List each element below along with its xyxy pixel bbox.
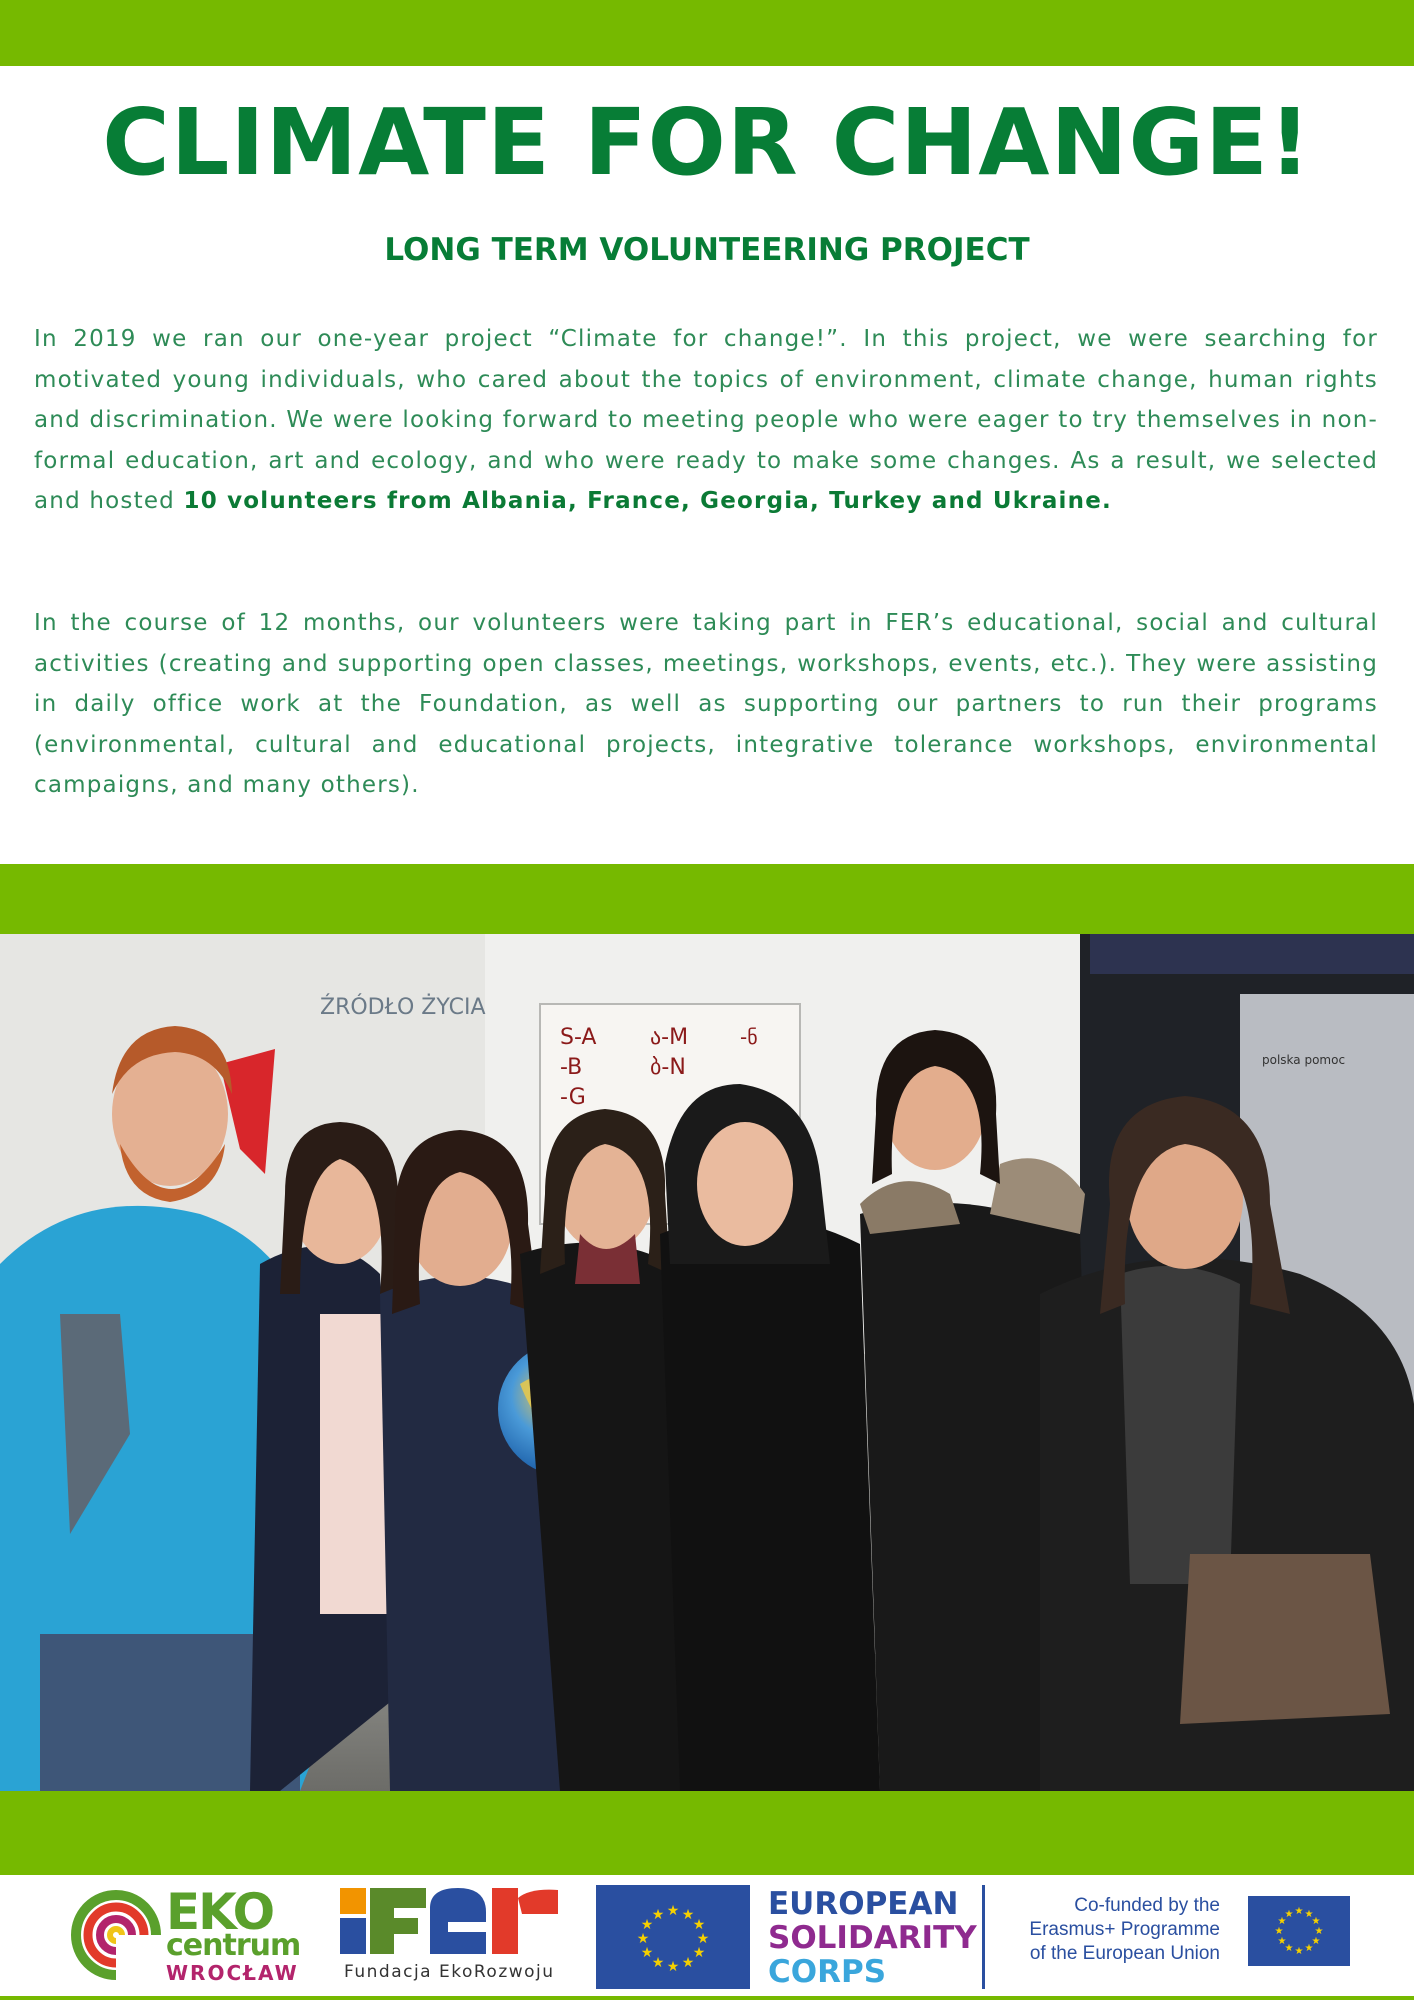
svg-text:★: ★ — [1284, 1909, 1294, 1920]
intro-text: In 2019 we ran our one-year project “Climate for change!”. In this project, we were searching for motivated young individuals, who cared about the topics of environment, climate change, human rights and discrimination. We were looking forward to meeting people who were eager to try themselves in non-formal education, art and ecology, and who were ready to make some changes. As a result, we selected and hosted — [34, 326, 1378, 515]
eko-line3: WROCŁAW — [166, 1961, 299, 1985]
svg-text:★: ★ — [1304, 1909, 1314, 1920]
esc-divider — [982, 1885, 985, 1989]
svg-text:-ნ: -ნ — [740, 1025, 758, 1049]
erasmus-line1: Co-funded by the — [1074, 1895, 1220, 1916]
svg-text:★: ★ — [636, 1931, 650, 1947]
footer-green-line — [0, 1996, 1414, 2000]
intro-paragraph — [34, 319, 1378, 522]
erasmus-cofunded-logo — [1010, 1894, 1355, 1974]
erasmus-line3: of the European Union — [1029, 1943, 1220, 1964]
eu-flag-icon — [596, 1885, 750, 1989]
middle-green-band — [0, 864, 1414, 934]
ekocentrum-logo — [66, 1885, 302, 1985]
banner-text: ŹRÓDŁO ŻYCIA — [320, 995, 486, 1020]
svg-text:ბ-N: ბ-N — [650, 1055, 686, 1080]
fer-logo — [340, 1888, 560, 1986]
svg-text:★: ★ — [1274, 1926, 1284, 1937]
european-solidarity-corps-logo — [596, 1885, 986, 1989]
eko-line2: centrum — [166, 1928, 301, 1963]
svg-text:★: ★ — [1294, 1906, 1304, 1917]
intro-highlight: 10 volunteers from Albania, France, Georgia, Turkey and Ukraine. — [183, 488, 1112, 515]
svg-text:★: ★ — [692, 1917, 706, 1933]
svg-text:★: ★ — [640, 1917, 654, 1933]
sign-text: polska pomoc — [1262, 1053, 1346, 1067]
svg-text:★: ★ — [651, 1907, 665, 1923]
top-green-band — [0, 0, 1414, 66]
svg-text:-G: -G — [560, 1085, 586, 1110]
page-title: CLIMATE FOR CHANGE! — [102, 89, 1312, 196]
svg-text:-B: -B — [560, 1055, 583, 1080]
svg-text:★: ★ — [1311, 1936, 1321, 1947]
svg-text:★: ★ — [1284, 1943, 1294, 1954]
svg-text:★: ★ — [696, 1931, 710, 1947]
activities-paragraph: In the course of 12 months, our volunteers were taking part in FER’s educational, social and cultural activities (creating and supporting open classes, meetings, workshops, events, etc.). They were assisting in daily office work at the Foundation, as well as supporting our partners to run their programs (environmental, cultural and educational projects, integrative tolerance workshops, environmental campaigns, and many others). — [34, 610, 1378, 799]
svg-text:★: ★ — [692, 1945, 706, 1961]
svg-text:★: ★ — [666, 1959, 680, 1975]
esc-line1: EUROPEAN — [768, 1886, 959, 1922]
svg-text:★: ★ — [1311, 1916, 1321, 1927]
page-subtitle: LONG TERM VOLUNTEERING PROJECT — [384, 232, 1030, 268]
erasmus-line2: Erasmus+ Programme — [1029, 1919, 1220, 1940]
svg-text:★: ★ — [640, 1945, 654, 1961]
svg-text:S-A: S-A — [560, 1025, 597, 1050]
svg-text:ა-M: ა-M — [650, 1025, 689, 1050]
svg-text:★: ★ — [1314, 1926, 1324, 1937]
bottom-green-band — [0, 1791, 1414, 1875]
svg-text:★: ★ — [1277, 1936, 1287, 1947]
esc-line3: CORPS — [768, 1954, 887, 1990]
svg-text:★: ★ — [681, 1907, 695, 1923]
fer-wordmark-icon — [340, 1888, 560, 1958]
svg-text:★: ★ — [681, 1955, 695, 1971]
eko-line1: EKO — [166, 1883, 274, 1941]
fer-caption: Fundacja EkoRozwoju — [344, 1962, 555, 1982]
eu-flag-small-icon — [1248, 1896, 1350, 1966]
svg-text:★: ★ — [1294, 1946, 1304, 1957]
svg-text:★: ★ — [1277, 1916, 1287, 1927]
ekocentrum-emblem-icon — [66, 1885, 166, 1985]
esc-line2: SOLIDARITY — [768, 1920, 977, 1956]
svg-text:★: ★ — [651, 1955, 665, 1971]
group-photo — [0, 934, 1414, 1791]
svg-text:★: ★ — [666, 1903, 680, 1919]
svg-text:★: ★ — [1304, 1943, 1314, 1954]
